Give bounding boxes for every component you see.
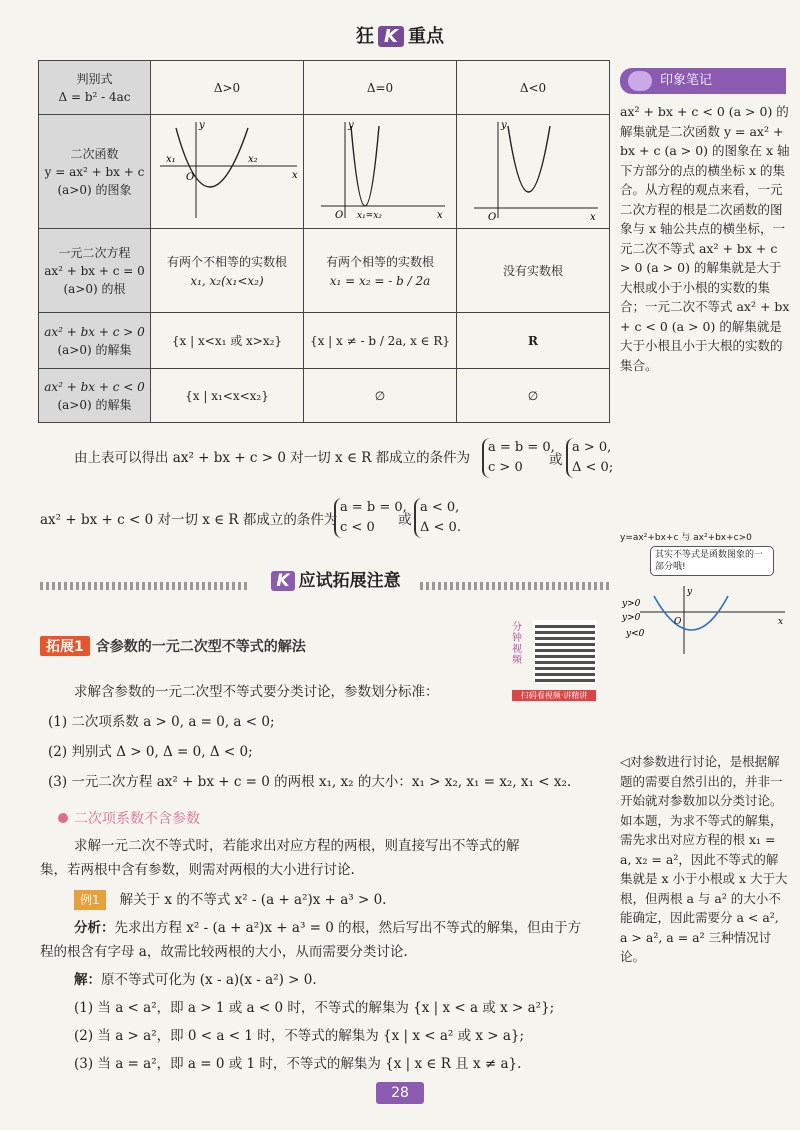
svg-text:O: O (186, 172, 195, 183)
table-row (39, 229, 610, 313)
table-row (39, 313, 610, 369)
speech-bubble: 其实不等式是函数图象的一部分哦! (650, 546, 774, 576)
header-right: 重点 (407, 26, 444, 47)
cell-set: ∅ (457, 369, 610, 423)
body-text: 集，若两根中含有参数，则需对两根的大小进行讨论. (40, 862, 355, 878)
analysis-cont: 程的根含有字母 a，故需比较两根的大小，从而需要分类讨论. (40, 944, 408, 960)
condition-brace-2: a > 0, Δ < 0; (566, 438, 613, 478)
sidebar-fig-title: y=ax²+bx+c 与 ax²+bx+c>0 (620, 533, 752, 543)
sidebar-note-2: ◁对参数进行讨论，是根据解题的需要自然引出的，并非一开始就对参数加以分类讨论。如本题，为求不等式的解集，需先求出对应方程的根 x₁ = a, x₂ = a²，因此不等式的解集就是 x 小于小根或 x 大于大根，但两根 a 与 a² 的大小不能确定，因此需要分 a < a², a > a², a = a² 三种情况讨论。 (620, 754, 788, 964)
row-label: 一元二次方程 ax² + bx + c = 0 (a>0) 的根 (39, 229, 151, 313)
condition-line-2: ax² + bx + c < 0 对一切 x ∈ R 都成立的条件为 (40, 512, 338, 528)
col-header: Δ=0 (304, 61, 457, 115)
divider (420, 582, 610, 590)
condition-line-1: 由上表可以得出 ax² + bx + c > 0 对一切 x ∈ R 都成立的条件为 (74, 450, 471, 466)
condition-brace-3: a = b = 0, c < 0 (334, 498, 407, 538)
cell-set: {x | x₁<x<x₂} (151, 369, 304, 423)
body-text: 求解含参数的一元二次型不等式要分类讨论，参数划分标准： (74, 684, 439, 700)
row-label: ax² + bx + c < 0 (a>0) 的解集 (39, 369, 151, 423)
solution: 解：原不等式可化为 (x - a)(x - a²) > 0. (74, 972, 317, 988)
svg-text:y: y (501, 120, 507, 131)
svg-text:x₁=x₂: x₁=x₂ (357, 211, 382, 221)
subheading: 二次项系数不含参数 (58, 808, 200, 828)
sidebar-figure (620, 546, 790, 656)
cell-roots: 没有实数根 (457, 229, 610, 313)
qr-label: 分钟视频 (512, 622, 522, 666)
elephant-icon (628, 71, 652, 91)
list-item: (2) 判别式 Δ > 0, Δ = 0, Δ < 0; (48, 744, 253, 760)
page-number: 28 (376, 1082, 424, 1104)
cell-roots: 有两个相等的实数根 x₁ = x₂ = - b / 2a (304, 229, 457, 313)
row-label: ax² + bx + c > 0 (a>0) 的解集 (39, 313, 151, 369)
list-item: (3) 一元二次方程 ax² + bx + c = 0 的两根 x₁, x₂ 的大小：x₁ > x₂, x₁ = x₂, x₁ < x₂. (48, 774, 572, 790)
graph-two-roots (151, 115, 304, 229)
page-header (0, 22, 800, 48)
cell-set: ∅ (304, 369, 457, 423)
condition-or: 或 (549, 452, 563, 468)
col-header: Δ>0 (151, 61, 304, 115)
svg-text:x: x (292, 170, 298, 181)
cell-roots: 有两个不相等的实数根 x₁, x₂(x₁<x₂) (151, 229, 304, 313)
solution-case: (3) 当 a = a²，即 a = 0 或 1 时，不等式的解集为 {x | x ∈ R 且 x ≠ a}. (74, 1056, 522, 1072)
condition-or: 或 (398, 512, 412, 528)
sidebar-header: 印象笔记 (620, 68, 786, 94)
cell-set: {x | x ≠ - b / 2a, x ∈ R} (304, 313, 457, 369)
topic-tag: 拓展1 含参数的一元二次型不等式的解法 (40, 636, 306, 658)
solution-case: (1) 当 a < a²，即 a > 1 或 a < 0 时，不等式的解集为 {x | x < a 或 x > a²}; (74, 1000, 555, 1016)
body-text: 求解一元二次不等式时，若能求出对应方程的两根，则直接写出不等式的解 (74, 838, 520, 854)
qr-code-icon[interactable] (533, 620, 597, 684)
section-title: K 应试拓展注意 (256, 566, 416, 591)
svg-text:x₁: x₁ (166, 154, 176, 165)
quadratic-table (38, 60, 610, 423)
svg-text:x: x (778, 617, 784, 627)
cell-set: R (457, 313, 610, 369)
header-k-logo: K (378, 26, 404, 47)
graph-no-root (457, 115, 610, 229)
svg-text:y: y (199, 120, 205, 131)
sidebar-note: ax² + bx + c < 0 (a > 0) 的解集就是二次函数 y = ax² + bx + c (a > 0) 的图象在 x 轴下方部分的点的横坐标 x 的集合。从方程的观点来看，一元二次方程的根是二次函数的图象与 x 轴公共点的横坐标，一元二次不等式 ax² + bx + c > 0 (a > 0) 的解集就是大于大根或小于小根的实数的集合；一元二次不等式 ax² + bx + c < 0 (a > 0) 的解集就是大于小根且小于大根的实数的集合。 (620, 104, 790, 373)
svg-text:x: x (590, 212, 596, 222)
divider (40, 582, 250, 590)
svg-text:y<0: y<0 (626, 629, 645, 639)
solution-case: (2) 当 a > a²，即 0 < a < 1 时，不等式的解集为 {x | x < a² 或 x > a}; (74, 1028, 525, 1044)
qr-footer: 扫码看视频·讲精讲 (512, 690, 596, 701)
header-left: 狂 (356, 26, 375, 47)
row-label: 二次函数 y = ax² + bx + c (a>0) 的图象 (39, 115, 151, 229)
cell-set: {x | x<x₁ 或 x>x₂} (151, 313, 304, 369)
svg-text:x: x (437, 210, 443, 221)
condition-brace-4: a < 0, Δ < 0. (414, 498, 461, 538)
svg-text:x₂: x₂ (248, 154, 258, 165)
list-item: (1) 二次项系数 a > 0, a = 0, a < 0; (48, 714, 275, 730)
example-tag: 例1 (74, 890, 106, 910)
col-header: Δ<0 (457, 61, 610, 115)
row-label: 判别式 Δ = b² - 4ac (39, 61, 151, 115)
svg-text:O: O (488, 212, 497, 222)
svg-text:y>0: y>0 (622, 599, 641, 609)
svg-text:O: O (674, 617, 682, 627)
example: 例1 解关于 x 的不等式 x² - (a + a²)x + a³ > 0. (74, 890, 386, 910)
condition-brace-1: a = b = 0, c > 0 (482, 438, 555, 478)
table-row (39, 61, 610, 115)
table-row (39, 115, 610, 229)
table-row (39, 369, 610, 423)
analysis: 分析：先求出方程 x² - (a + a²)x + a³ = 0 的根，然后写出不等式的解集，但由于方 (74, 920, 582, 936)
svg-text:y: y (348, 120, 354, 131)
svg-text:y>0: y>0 (622, 613, 641, 623)
svg-text:y: y (687, 587, 693, 597)
graph-one-root (304, 115, 457, 229)
svg-text:O: O (335, 210, 344, 221)
